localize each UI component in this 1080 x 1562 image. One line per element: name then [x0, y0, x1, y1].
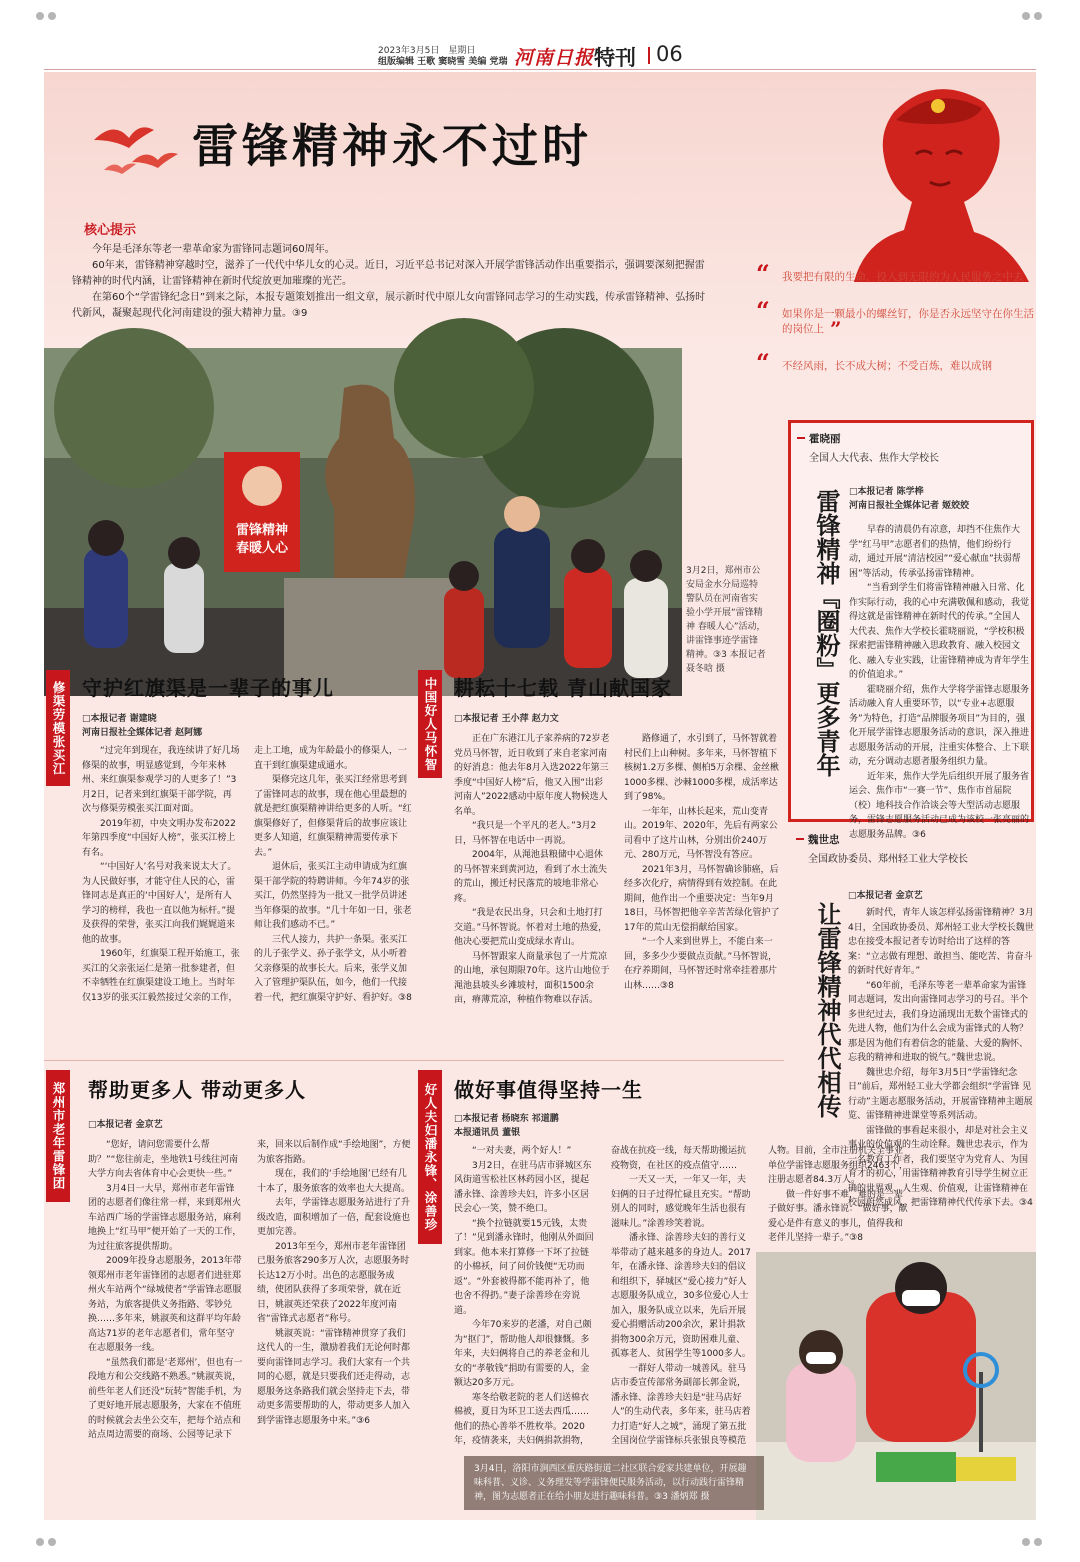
article-paragraph: 做一件好事不难，难的是一辈子做好事。潘永锋说：“做好事，献爱心是件有意义的事儿，值得我和老伴儿坚持一辈子。”③8	[768, 1189, 908, 1243]
article-paragraph: “‘中国好人’名号对我来说太大了。为人民做好事，才能守住人民的心，雷锋同志是真正的‘中国好人’，是所有人学习的榜样，我也一直以他为标杆。”提及获得的荣誉，张买江向我们娓娓道来他的故事。	[82, 862, 237, 945]
newspaper-page	[44, 40, 1036, 1520]
key-paragraph: 在第60个“学雷锋纪念日”到来之际，本报专题策划推出一组文章，展示新时代中原儿女向雷锋同志学习的生动实践，传承雷锋精神、弘扬时代新风，凝聚起现代化河南建设的强大精神力量。③9	[72, 292, 706, 319]
article-paragraph: “您好，请问您需要什么帮助？”“您往前走，坐地铁1号线往河南大学方向去省体育中心会更快一些。”	[88, 1140, 239, 1179]
article-paragraph: 潘永锋、涂善珍夫妇的善行义举带动了越来越多的身边人。2017年，在潘永锋、涂善珍夫妇的倡议和组织下，驿城区“爱心接力”好人志愿服务队成立，30多位爱心人士加入，服务队成立以来，先后开展爱心捐赠活动200余次，累计捐款捐物300余万元，资助困难儿童、孤寡老人、贫困学生等1000多人。	[611, 1233, 751, 1359]
article-paragraph: “我是农民出身，只会和土地打打交道。”马怀智说。怀着对土地的热爱，他决心要把荒山变成绿水青山。	[454, 908, 608, 947]
article-paragraph: 今年70来岁的老潘，对自己颇为“抠门”，帮助他人却很慷慨。多年来，夫妇俩将自己的养老金和儿女的“孝敬钱”捐助有需要的人，金额达20多万元。	[454, 1320, 592, 1388]
article-paragraph: 2019年初，中央文明办发布2022年第四季度“中国好人榜”，张买江榜上有名。	[82, 818, 236, 858]
quote-item	[742, 348, 1036, 377]
article-paragraph: “当看到学生们将雷锋精神融入日常、化作实际行动，我的心中充满敬佩和感动，我觉得这就是雷锋精神在新时代的传承。”全国人大代表、焦作大学校长霍晓丽说，“学校积极探索把雷锋精神融入思政教育、融入校园文化、融入专业实践，让雷锋精神成为青年学生的价值追求。”	[849, 583, 1030, 680]
masthead-divider	[648, 47, 650, 64]
masthead-date-block	[378, 46, 508, 68]
interviewee-name: 霍晓丽	[797, 431, 1027, 446]
interviewee-role: 全国政协委员、郑州轻工业大学校长	[808, 854, 968, 865]
article-paragraph: 姚淑英说：“雷锋精神贯穿了我们这代人的一生，激励着我们无论何时都要向雷锋同志学习。我们大家有一个共同的心愿，就是只要我们还走得动，志愿服务这条路我们就会坚持走下去，带动更多需要帮助的人，带动更多人加入到学雷锋志愿服务中来。”③6	[257, 1328, 411, 1426]
article-paragraph: 去年，学雷锋志愿服务站进行了升级改造，面积增加了一倍，配套设施也更加完善。	[257, 1198, 411, 1237]
article-body	[88, 1138, 412, 1516]
article-paragraph: 2021年3月，马怀智确诊肺癌，后经多次化疗，病情得到有效控制。在此期间，他作出一个重要决定：当年9月18日，马怀智把他辛辛苦苦绿化管护了17年的荒山无偿捐献给国家。	[624, 864, 780, 933]
section-name: 特刊	[594, 46, 636, 70]
quote-mark-icon: “	[756, 259, 770, 288]
main-photo	[44, 348, 682, 696]
bottom-photo-scene	[756, 1252, 1036, 1520]
article-paragraph: “我只是一个平凡的老人。”3月2日，马怀智在电话中一再说。	[454, 821, 597, 846]
article-paragraph: 1960年，红旗渠工程开始施工，张买江的父亲张运仁是第一批参建者，但不幸牺牲在红旗渠建设工地上。当时年仅13岁的张买江毅然接过父亲的工作，走上工地，成为年龄最小的修渠人，一直干到红旗渠建成通水。	[82, 746, 408, 1003]
article-paragraph: 霍晓丽介绍，焦作大学将学雷锋志愿服务活动融入育人重要环节，以“专业+志愿服务”为特色，打造“品牌服务项目”为目的，强化开展学雷锋志愿服务活动的意识，深入推进志愿服务活动的开展，注重实体整合、上下联动，充分调动志愿者服务组织力量。	[849, 684, 1030, 767]
article-body	[82, 744, 412, 1054]
article-paragraph: 渠修完这几年，张买江经常思考到了雷锋同志的故事，现在他心里最想的就是把红旗渠精神讲给更多的人听。“红旗渠修好了，但修渠背后的故事应该让更多人知道，红旗渠精神需要传承下去。”	[254, 775, 412, 858]
article-paragraph: 早春的清晨仍有凉意，却挡不住焦作大学“红马甲”志愿者们的热情，他们纷纷行动，通过开展“清洁校园”“爱心献血”扶弱帮困”等活动，传承弘扬雷锋精神。	[849, 525, 1021, 579]
masthead	[44, 40, 1036, 70]
article-tag: 中国好人马怀智	[418, 670, 442, 778]
article-paragraph: 近年来，焦作大学先后组织开展了服务省运会、焦作市“一赛一节”、焦作市首届院（校）地科技合作洽谈会等大型活动志愿服务，雷锋志愿服务活动已成为该校一张亮丽的志愿服务品牌。③6	[849, 771, 1030, 840]
article-title: 做好事值得坚持一生	[454, 1078, 643, 1102]
key-points-body	[72, 242, 710, 322]
article-paragraph: 一年年，山林长起来，荒山变青山。2019年、2020年，先后有两家公司看中了这片山林，分别出价240万元、280万元，马怀智没有答应。	[624, 806, 778, 860]
article-paragraph: “虽然我们都是‘老郑州’，但也有一段地方和公交线路不熟悉。”姚淑英说，前些年老人们还没“玩转”智能手机，为了更好地开展志愿服务，大家在不值班的时候就会去坐公交车，把每个站点和站点周边需要的商场、公园等记录下来，回来以后制作成“手绘地图”，方便为旅客指路。	[88, 1140, 411, 1440]
article-paragraph: 2004年，从渑池县粮储中心退休的马怀智来到黄河边，看到了水土流失的荒山，搬迁村民落荒的坡地非常心疼。	[454, 850, 608, 904]
quote-list	[742, 259, 1036, 396]
feature-area	[44, 72, 1036, 1520]
key-paragraph: 今年是毛泽东等老一辈革命家为雷锋同志题词60周年。	[92, 244, 335, 255]
top-page-dots	[0, 12, 1080, 20]
article-tag: 好人夫妇潘永锋、涂善珍	[418, 1070, 442, 1244]
masthead-date: 2023年3月5日 星期日	[378, 46, 476, 56]
masthead-editors: 组版编辑 王歌 窦晓雪 美编 党瑞	[378, 57, 508, 67]
article-paragraph: “一对夫妻，两个好人！”	[472, 1146, 572, 1156]
page-title: 雷锋精神永不过时	[192, 119, 592, 173]
article-body	[849, 523, 1029, 842]
article-paragraph: 正在广东港江儿子家养病的72岁老党员马怀智，近日收到了来自老家河南的好消息：他去年8月入选2022年第三季度“中国好人榜”后，他又入围“出彩河南人”2022感动中原年度人物候选人名单。	[454, 734, 610, 817]
article-paragraph: 寒冬给敬老院的老人们送棉衣棉被，夏日为环卫工送去西瓜……他们的热心善举不胜枚举。2020年，疫情袭来，夫妇俩捐款捐物，奋战在抗疫一线，每天帮助搬运抗疫物资，在社区的疫点值守……	[454, 1146, 747, 1446]
sign-text-line2: 春暖人心	[235, 541, 289, 556]
key-points-title: 核心提示	[84, 223, 137, 238]
article-body	[454, 1144, 908, 1450]
bottom-photo	[756, 1252, 1036, 1520]
bottom-page-dots	[0, 1538, 1080, 1546]
article-title: 让雷锋精神代代相传	[813, 902, 842, 1118]
doves-icon	[84, 100, 204, 190]
quote-end-mark-icon: ”	[830, 317, 842, 341]
article-paragraph: 退休后，张买江主动申请成为红旗渠干部学院的特聘讲师。今年74岁的张买江，仍然坚持为一批又一批学员讲述当年修渠的故事。“几十年如一日，张老师让我们感动不已。”	[254, 862, 412, 930]
article-byline: □本报记者 王小萍 赵力文	[454, 714, 559, 724]
article-paragraph: 2013年至今，郑州市老年雷锋团已服务旅客290多万人次，志愿服务时长达12万小时。出色的志愿服务成绩，使团队获得了多项荣誉，就在近日，姚淑英还荣获了2022年度河南省“雷锋式志愿者”称号。	[257, 1241, 410, 1324]
article-byline: □本报记者 金京艺	[88, 1120, 163, 1130]
quote-mark-icon: “	[756, 296, 770, 325]
article-title: 守护红旗渠是一辈子的事儿	[82, 676, 334, 700]
article-paragraph: “换个拉链就要15元钱，太贵了！”见到潘永锋时，他刚从外面回到家。他本来打算修一下坏了拉链的小棉袄，问了问价钱便“无功而返”。“外套被得都不能再补了，他也舍不得扔。”妻子涂善珍在旁说道。	[454, 1218, 594, 1316]
quote-text: 不经风雨，长不成大树；不受百炼，难以成钢	[782, 360, 992, 372]
article-paragraph: 魏世忠介绍，每年3月5日“学雷锋纪念日”前后，郑州轻工业大学都会组织“学雷锋 见行动”主题志愿服务活动，开展雷锋精神主题展览、雷锋精神进课堂等系列活动。	[848, 1067, 1033, 1121]
key-paragraph: 60年来，雷锋精神穿越时空，滋养了一代代中华儿女的心灵。近日，习近平总书记对深入开展学雷锋活动作出重要指示，强调要深刻把握雷锋精神的时代内涵，让雷锋精神在新时代绽放更加璀璨的光芒。	[72, 260, 705, 287]
main-photo-scene	[44, 348, 682, 696]
lei-feng-portrait-icon	[834, 72, 1034, 282]
article-title: 耕耘十七载 青山献国家	[454, 676, 672, 700]
article-paragraph: 现在，我们的‘手绘地图’已经有几十本了，服务旅客的效率也大大提高。	[257, 1169, 411, 1194]
sign-text-line1: 雷锋精神	[235, 523, 289, 538]
quote-text: 我要把有限的生命，投入到无限的为人民服务之中去	[782, 271, 1024, 283]
article-title: 帮助更多人 带动更多人	[88, 1078, 306, 1102]
article-paragraph: “过完年到现在，我连续讲了好几场修渠的故事，明显感觉到，今年来林州、来红旗渠参观学习的人更多了！”3月2日，记者来到红旗渠干部学院，再次与修渠劳模张买江面对面。	[82, 746, 240, 814]
article-paragraph: 2009年投身志愿服务，2013年带领郑州市老年雷锋团的志愿者们进驻郑州火车站两个“绿城使者”学雷锋志愿服务站，为旅客提供义务指路、零钞兑换……多年来，姚淑英和这群平均年龄高达71岁的老年志愿者们，常年坚守在志愿服务一线。	[88, 1256, 242, 1353]
article-paragraph: 路修通了，水引到了，马怀智就着村民们上山种树。多年来，马怀智植下核树1.2万多棵、侧柏5万余棵、金丝楸1000多棵、沙棘1000多棵，成活率达到了98%。	[624, 734, 780, 802]
quote-item	[742, 296, 1036, 341]
article-paragraph: 三代人接力，共护一条渠。张买江的儿子张学义、孙子张学文，从小听着父亲修渠的故事长大。后来，张学义加入了管理护渠队伍，如今，他们一代接着一代，把红旗渠守护好、看护好。③8	[254, 934, 412, 1003]
article-byline: □本报记者 杨晓东 祁道鹏 本报通讯员 董银	[454, 1114, 559, 1138]
article-paragraph: 一群好人带动一城善风。驻马店市委宣传部常务副部长郭金说，潘永锋、涂善珍夫妇是“驻马店好人”的生动代表，多年来，驻马店着力打造“好人之城”，涌现了第五批全国岗位学雷锋标兵张银良等模范人物。目前，全市注册机关全事业单位学雷锋志愿服务组织2463个，注册志愿者84.3万人。	[611, 1146, 908, 1446]
article-paragraph: 新时代，青年人该怎样弘扬雷锋精神？3月4日，全国政协委员、郑州轻工业大学校长魏世忠在接受本报记者专访时给出了这样的答案：“立志做有理想、敢担当、能吃苦、肯奋斗的新时代好青年。”	[848, 908, 1034, 976]
bottom-photo-caption: 3月4日，洛阳市涧西区重庆路街道二社区联合爱家共建单位，开展趣味科普、义诊、义务理发等学雷锋便民服务活动，以行动践行雷锋精神，图为志愿者正在给小朋友进行趣味科普。③3 潘炳郑 摄	[464, 1456, 764, 1510]
article-paragraph: “一个人来到世界上，不能白来一回，多多少少要做点贡献。”马怀智说，在疗养期间，马怀智还时常牵挂着那片山林……③8	[624, 937, 778, 991]
quote-item	[742, 259, 1036, 288]
article-byline: □本报记者 谢建晓 河南日报社全媒体记者 赵阿娜	[82, 714, 203, 738]
quote-text: 如果你是一颗最小的螺丝钉，你是否永远坚守在你生活的岗位上	[782, 308, 1034, 335]
main-photo-caption: 3月2日，郑州市公安局金水分局巡特警队员在河南省实验小学开展“雷锋精神 春暖人心”活动，讲雷锋事迹学雷锋精神。③3 本报记者 聂冬晗 摄	[686, 566, 766, 674]
newspaper-logo: 河南日报	[514, 47, 595, 69]
article-paragraph: 一天又一天，一年又一年，夫妇俩的日子过得忙碌且充实。“帮助别人的同时，感觉晚年生活也很有滋味儿。”涂善珍笑着说。	[611, 1175, 751, 1229]
page-number: 06	[656, 42, 683, 66]
quote-mark-icon: “	[756, 348, 770, 377]
article-title: 雷锋精神『圈粉』更多青年	[812, 489, 841, 777]
article-paragraph: 马怀智跟家人商量承包了一片荒凉的山地，承包期限70年。这片山地位于渑池县坡头乡滩坡村，面积1500余亩，瘠薄荒凉，种植作物难以存活。	[454, 951, 610, 1005]
article-paragraph: 3月2日，在驻马店市驿城区东风街道雪松社区林药园小区，提起潘永锋、涂善珍夫妇，许多小区居民会心一笑，赞不绝口。	[454, 1160, 592, 1214]
article-paragraph: 3月4日一大早，郑州市老年雷锋团的志愿者们像往常一样，来到郑州火车站西广场的学雷锋志愿服务站，麻利地换上“红马甲”便开始了一天的工作，为过往旅客提供帮助。	[88, 1183, 242, 1252]
article-byline: □本报记者 金京艺	[848, 891, 923, 901]
article-paragraph: 雷锋做的事看起来很小，却是对社会主义事业的价值观的生动诠释。魏世忠表示，作为一名教育工作者，我们要坚守为党育人、为国育才的初心，用雷锋精神教育引导学生树立正确的世界观、人生观、价值观，让雷锋精神在校园蔚然成风，把雷锋精神代代传承下去。③4	[848, 1125, 1033, 1208]
article-byline: □本报记者 陈学桦 河南日报社全媒体记者 姬姣姣	[849, 487, 970, 511]
article-tag: 郑州市老年雷锋团	[46, 1070, 70, 1202]
interviewee-role: 全国人大代表、焦作大学校长	[809, 453, 939, 464]
section-divider	[44, 1060, 784, 1061]
interviewee-block	[796, 832, 1026, 865]
article-paragraph: “60年前，毛泽东等老一辈革命家为雷锋同志题词，发出向雷锋同志学习的号召。半个多世纪过去，我们身边涌现出无数个雷锋式的先进人物，他们为什么会成为雷锋式的人物？那是因为他们有着信念的能量、大爱的胸怀、忘我的精神和进取的锐气。”魏世忠说。	[848, 980, 1029, 1063]
article-tag: 修渠劳模张买江	[46, 670, 70, 786]
interviewee-name: 魏世忠	[796, 832, 1026, 847]
article-body	[454, 732, 780, 1054]
interviewee-block	[797, 431, 1027, 464]
